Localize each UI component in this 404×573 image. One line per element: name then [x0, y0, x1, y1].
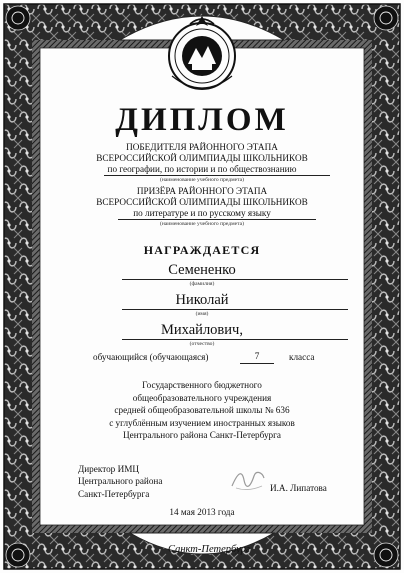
- director-title-2: Центрального района: [78, 476, 163, 486]
- winner-subject-caption: (наименование учебного предмета): [159, 177, 245, 183]
- winner-line-1: ПОБЕДИТЕЛЯ РАЙОННОГО ЭТАПА: [126, 142, 278, 152]
- school-line-3: средней общеобразовательной школы № 636: [114, 405, 290, 415]
- prize-subject-caption: (наименование учебного предмета): [159, 221, 245, 227]
- surname-underline: [122, 279, 348, 280]
- school-line-2: общеобразовательного учреждения: [132, 393, 272, 403]
- school-line-5: Центрального района Санкт-Петербурга: [123, 430, 281, 440]
- issue-city: Санкт-Петербург: [168, 544, 250, 555]
- winner-subjects: по географии, по истории и по обществознанию: [107, 164, 297, 174]
- firstname-value: Николай: [175, 292, 229, 308]
- grade-suffix: класса: [289, 352, 315, 362]
- firstname-caption: (имя): [195, 311, 209, 317]
- diploma-title: ДИПЛОМ: [115, 102, 289, 138]
- director-name: И.А. Липатова: [270, 483, 327, 493]
- firstname-underline: [122, 309, 348, 310]
- winner-line-2: ВСЕРОССИЙСКОЙ ОЛИМПИАДЫ ШКОЛЬНИКОВ: [96, 153, 308, 163]
- olympiad-emblem: [162, 14, 242, 94]
- prize-line-2: ВСЕРОССИЙСКОЙ ОЛИМПИАДЫ ШКОЛЬНИКОВ: [96, 197, 308, 207]
- director-title-1: Директор ИМЦ: [78, 464, 140, 474]
- winner-subjects-underline: [104, 175, 330, 176]
- prize-subjects-underline: [118, 219, 316, 220]
- surname-value: Семененко: [168, 262, 236, 278]
- school-line-1: Государственного бюджетного: [142, 380, 262, 390]
- school-line-4: с углублённым изучением иностранных языков: [109, 418, 295, 428]
- patronymic-underline: [122, 339, 348, 340]
- grade-underline: [240, 363, 274, 364]
- grade-prefix: обучающийся (обучающаяся): [93, 352, 209, 362]
- patronymic-caption: (отчество): [189, 341, 215, 347]
- prize-line-1: ПРИЗЁРА РАЙОННОГО ЭТАПА: [136, 186, 268, 196]
- prize-subjects: по литературе и по русскому языку: [133, 208, 271, 218]
- signature-mark: [228, 466, 268, 494]
- surname-caption: (фамилия): [189, 281, 215, 287]
- patronymic-value: Михайлович,: [161, 322, 243, 338]
- issue-date: 14 мая 2013 года: [169, 507, 235, 517]
- grade-value: 7: [254, 351, 260, 361]
- director-title-3: Санкт-Петербурга: [78, 489, 150, 499]
- awarded-heading: НАГРАЖДАЕТСЯ: [143, 243, 261, 257]
